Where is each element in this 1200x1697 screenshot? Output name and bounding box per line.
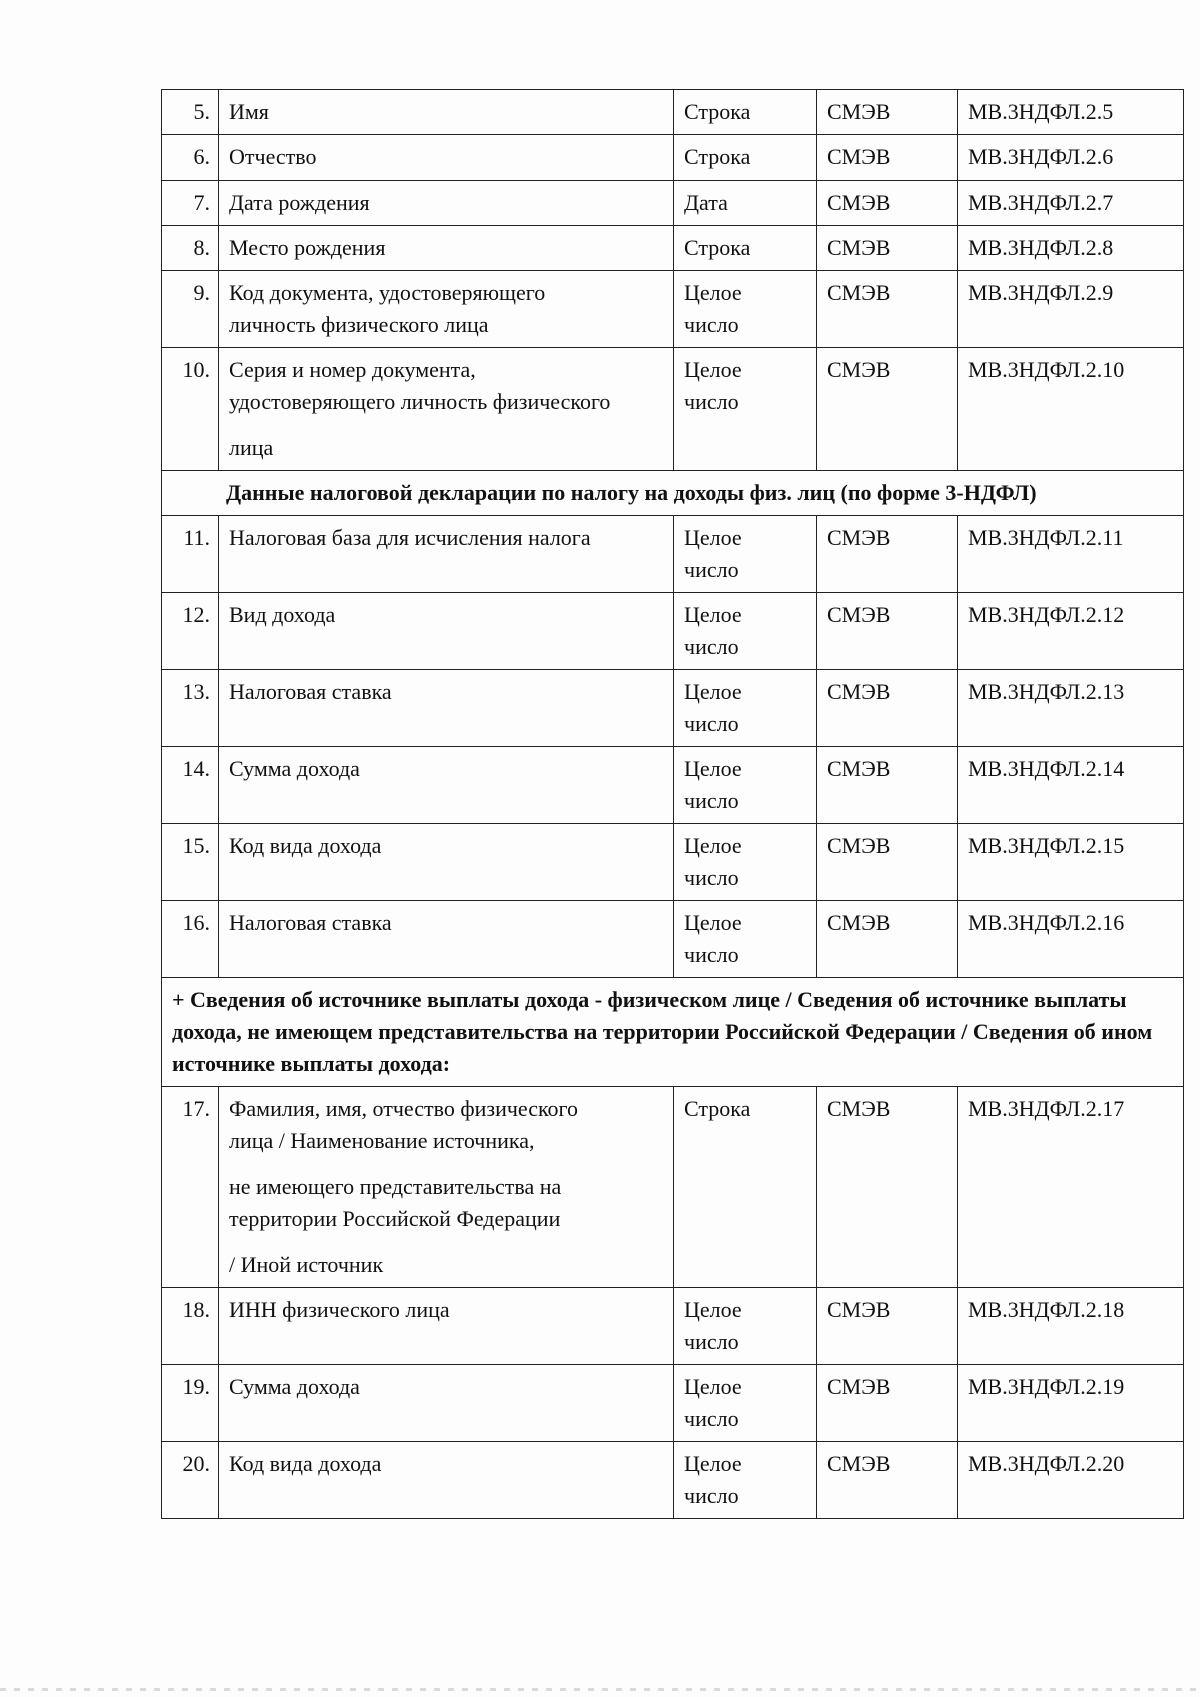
cell-line: Строка [684,235,751,260]
table-row [162,1288,1184,1365]
field-type [674,1087,817,1288]
table-row [162,271,1184,348]
field-name [219,90,674,135]
field-source: СМЭВ [817,747,958,824]
field-name [219,747,674,824]
field-name [219,1288,674,1365]
row-number: 5. [162,90,219,135]
field-type [674,516,817,593]
field-type [674,824,817,901]
cell-line: Фамилия, имя, отчество физического [229,1096,579,1121]
cell-line: число [684,389,739,414]
field-type [674,90,817,135]
table-row [162,348,1184,471]
field-source: СМЭВ [817,348,958,471]
section-header-row [162,978,1184,1087]
table-row [162,181,1184,226]
row-number: 14. [162,747,219,824]
field-name [219,1087,674,1288]
cell-line: Налоговая база для исчисления налога [229,525,591,550]
table-row [162,1365,1184,1442]
field-source: СМЭВ [817,593,958,670]
field-source: СМЭВ [817,181,958,226]
field-name [219,181,674,226]
cell-line: Дата [684,190,728,215]
field-source: СМЭВ [817,670,958,747]
field-type [674,1442,817,1519]
cell-line: число [684,788,739,813]
cell-line: Целое [684,1297,742,1322]
row-number: 12. [162,593,219,670]
cell-line: Сумма дохода [229,1374,360,1399]
table-row [162,226,1184,271]
row-number: 17. [162,1087,219,1288]
field-source: СМЭВ [817,271,958,348]
table-row [162,90,1184,135]
table-row [162,516,1184,593]
field-name [219,1442,674,1519]
cell-line: личность физического лица [229,312,489,337]
field-code: МВ.3НДФЛ.2.13 [958,670,1184,747]
field-code: МВ.3НДФЛ.2.17 [958,1087,1184,1288]
section-title: Данные налоговой декларации по налогу на доходы физ. лиц (по форме 3-НДФЛ) [162,471,1184,516]
cell-line: не имеющего представительства на [229,1174,562,1199]
cell-line: Место рождения [229,235,386,260]
field-name [219,226,674,271]
field-source: СМЭВ [817,90,958,135]
row-number: 18. [162,1288,219,1365]
field-code: МВ.3НДФЛ.2.15 [958,824,1184,901]
field-code: МВ.3НДФЛ.2.6 [958,135,1184,181]
cell-line: число [684,312,739,337]
field-type [674,181,817,226]
cell-line: лица / Наименование источника, [229,1128,535,1153]
field-type [674,271,817,348]
field-code: МВ.3НДФЛ.2.11 [958,516,1184,593]
field-type [674,670,817,747]
cell-line: Строка [684,99,751,124]
table-row [162,824,1184,901]
field-type [674,1288,817,1365]
field-code: МВ.3НДФЛ.2.10 [958,348,1184,471]
row-number: 7. [162,181,219,226]
field-source: СМЭВ [817,516,958,593]
field-name [219,271,674,348]
row-number: 9. [162,271,219,348]
field-name [219,670,674,747]
table-row [162,135,1184,181]
cell-line: Целое [684,910,742,935]
field-name [219,1365,674,1442]
cell-line: удостоверяющего личность физического [229,389,611,414]
cell-line: лица [229,435,274,460]
cell-line: Целое [684,1374,742,1399]
cell-line: Отчество [229,144,317,169]
cell-line: Код документа, удостоверяющего [229,280,546,305]
table-row [162,670,1184,747]
field-type [674,593,817,670]
table-row [162,593,1184,670]
field-source: СМЭВ [817,1087,958,1288]
field-code: МВ.3НДФЛ.2.8 [958,226,1184,271]
row-number: 15. [162,824,219,901]
field-source: СМЭВ [817,824,958,901]
cell-line: Целое [684,525,742,550]
table-row [162,1442,1184,1519]
cell-line: Целое [684,602,742,627]
cell-line: Целое [684,280,742,305]
section-header-row [162,471,1184,516]
row-number: 19. [162,1365,219,1442]
cell-line: число [684,942,739,967]
field-name [219,516,674,593]
field-name [219,593,674,670]
field-code: МВ.3НДФЛ.2.20 [958,1442,1184,1519]
field-name [219,348,674,471]
cell-line: число [684,557,739,582]
field-code: МВ.3НДФЛ.2.16 [958,901,1184,978]
row-number: 6. [162,135,219,181]
table-row [162,747,1184,824]
cell-line: Сумма дохода [229,756,360,781]
section-title: + Сведения об источнике выплаты дохода - физическом лице / Сведения об источнике выплаты дохода, не имеющем представительства на территории Российской Федерации / Сведения об ином источнике выплаты дохода: [162,978,1184,1087]
row-number: 20. [162,1442,219,1519]
cell-line: Код вида дохода [229,833,382,858]
cell-line: Налоговая ставка [229,679,392,704]
cell-line: число [684,1483,739,1508]
row-number: 8. [162,226,219,271]
cell-line: Целое [684,756,742,781]
field-source: СМЭВ [817,1365,958,1442]
fields-table [161,89,1184,1519]
cell-line: число [684,1329,739,1354]
field-type [674,348,817,471]
cell-line: Строка [684,144,751,169]
field-name [219,135,674,181]
field-code: МВ.3НДФЛ.2.5 [958,90,1184,135]
field-code: МВ.3НДФЛ.2.9 [958,271,1184,348]
cell-line: число [684,711,739,736]
field-type [674,1365,817,1442]
scan-artifact [0,1688,1200,1691]
table-row [162,901,1184,978]
cell-line: Целое [684,357,742,382]
cell-line: Серия и номер документа, [229,357,476,382]
cell-line: Целое [684,679,742,704]
row-number: 16. [162,901,219,978]
field-source: СМЭВ [817,1288,958,1365]
cell-line: Строка [684,1096,751,1121]
cell-line: Имя [229,99,269,124]
cell-line: Целое [684,833,742,858]
field-code: МВ.3НДФЛ.2.18 [958,1288,1184,1365]
field-name [219,824,674,901]
cell-line: Налоговая ставка [229,910,392,935]
cell-line: число [684,634,739,659]
cell-line: территории Российской Федерации [229,1206,561,1231]
field-type [674,747,817,824]
field-source: СМЭВ [817,226,958,271]
field-code: МВ.3НДФЛ.2.19 [958,1365,1184,1442]
cell-line: / Иной источник [229,1252,384,1277]
cell-line: Целое [684,1451,742,1476]
cell-line: Вид дохода [229,602,336,627]
field-name [219,901,674,978]
field-type [674,226,817,271]
field-source: СМЭВ [817,135,958,181]
field-code: МВ.3НДФЛ.2.14 [958,747,1184,824]
cell-line: число [684,1406,739,1431]
cell-line: число [684,865,739,890]
field-code: МВ.3НДФЛ.2.7 [958,181,1184,226]
row-number: 10. [162,348,219,471]
field-type [674,135,817,181]
field-code: МВ.3НДФЛ.2.12 [958,593,1184,670]
cell-line: Дата рождения [229,190,370,215]
table-row [162,1087,1184,1288]
field-type [674,901,817,978]
field-source: СМЭВ [817,1442,958,1519]
cell-line: Код вида дохода [229,1451,382,1476]
row-number: 11. [162,516,219,593]
cell-line: ИНН физического лица [229,1297,450,1322]
fields-table-body [162,90,1184,1519]
row-number: 13. [162,670,219,747]
field-source: СМЭВ [817,901,958,978]
